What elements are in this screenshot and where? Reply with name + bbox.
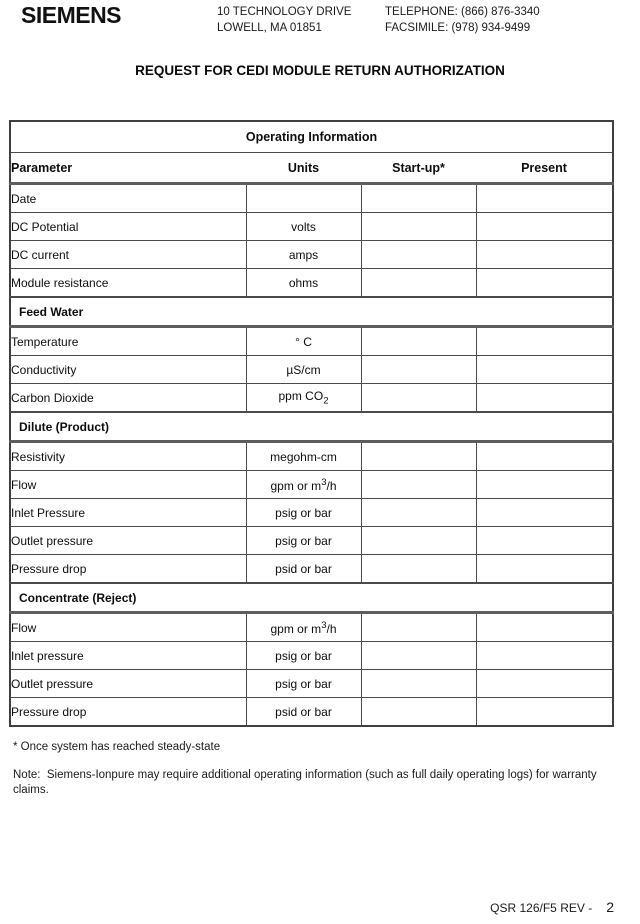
column-header-parameter: Parameter <box>10 153 246 184</box>
parameter-row-temperature <box>10 327 613 356</box>
units-cell: gpm or $m^3/h$ <box>246 613 361 642</box>
startup-value-cell <box>361 213 476 241</box>
units-cell: ppm $CO_2$ <box>246 384 361 413</box>
parameter-row-outlet-pressure <box>10 670 613 698</box>
present-value-cell <box>476 327 613 356</box>
startup-value-cell <box>361 670 476 698</box>
units-cell: psid or bar <box>246 555 361 584</box>
parameter-row-flow <box>10 613 613 642</box>
section-row-dilute-product <box>10 412 613 442</box>
siemens-logo: SIEMENS <box>21 2 122 28</box>
units-cell: gpm or $m^3/h$ <box>246 471 361 499</box>
parameter-cell: Temperature <box>10 327 246 356</box>
present-value-cell <box>476 184 613 213</box>
parameter-row-dc-current <box>10 241 613 269</box>
present-value-cell <box>476 613 613 642</box>
present-value-cell <box>476 499 613 527</box>
company-contact <box>385 5 540 36</box>
section-row-feed-water <box>10 297 613 327</box>
revision-number: 2 <box>606 899 614 915</box>
startup-value-cell <box>361 442 476 471</box>
parameter-row-date <box>10 184 613 213</box>
parameter-cell: Date <box>10 184 246 213</box>
startup-value-cell <box>361 471 476 499</box>
present-value-cell <box>476 670 613 698</box>
startup-value-cell <box>361 698 476 727</box>
address-line-1: 10 TECHNOLOGY DRIVE <box>217 6 352 18</box>
form-number-label: QSR 126/F5 REV - <box>490 901 593 915</box>
units-cell: psig or bar <box>246 670 361 698</box>
parameter-cell: Flow <box>10 471 246 499</box>
parameter-cell: DC current <box>10 241 246 269</box>
units-cell: volts <box>246 213 361 241</box>
startup-value-cell <box>361 269 476 298</box>
units-cell <box>246 184 361 213</box>
parameter-row-conductivity <box>10 356 613 384</box>
present-value-cell <box>476 269 613 298</box>
form-number <box>490 899 614 915</box>
parameter-row-pressure-drop <box>10 555 613 584</box>
units-cell: psig or bar <box>246 642 361 670</box>
column-header-row <box>10 153 613 184</box>
parameter-cell: Resistivity <box>10 442 246 471</box>
parameter-row-dc-potential <box>10 213 613 241</box>
units-cell: psig or bar <box>246 527 361 555</box>
parameter-cell: Inlet Pressure <box>10 499 246 527</box>
parameter-cell: Outlet pressure <box>10 527 246 555</box>
startup-value-cell <box>361 555 476 584</box>
parameter-cell: Module resistance <box>10 269 246 298</box>
startup-value-cell <box>361 327 476 356</box>
section-row-concentrate-reject <box>10 583 613 613</box>
startup-value-cell <box>361 241 476 269</box>
parameter-cell: Flow <box>10 613 246 642</box>
parameter-row-pressure-drop <box>10 698 613 727</box>
units-cell: megohm-cm <box>246 442 361 471</box>
parameter-cell: Inlet pressure <box>10 642 246 670</box>
parameter-cell: Pressure drop <box>10 698 246 727</box>
startup-value-cell <box>361 184 476 213</box>
parameter-row-inlet-pressure <box>10 642 613 670</box>
units-cell: psig or bar <box>246 499 361 527</box>
parameter-cell: DC Potential <box>10 213 246 241</box>
startup-value-cell <box>361 642 476 670</box>
present-value-cell <box>476 442 613 471</box>
parameter-cell: Carbon Dioxide <box>10 384 246 413</box>
present-value-cell <box>476 555 613 584</box>
facsimile-line: FACSIMILE: (978) 934-9499 <box>385 21 531 34</box>
present-value-cell <box>476 384 613 413</box>
parameter-cell: Pressure drop <box>10 555 246 584</box>
present-value-cell <box>476 241 613 269</box>
parameter-row-outlet-pressure <box>10 527 613 555</box>
column-header-units: Units <box>246 153 361 184</box>
section-header-dilute-product: Dilute (Product) <box>10 412 613 442</box>
company-address <box>217 5 351 36</box>
parameter-cell: Outlet pressure <box>10 670 246 698</box>
telephone-line: TELEPHONE: (866) 876-3340 <box>385 6 540 18</box>
steady-state-footnote: * Once system has reached steady-state <box>13 741 221 753</box>
units-cell: psid or bar <box>246 698 361 727</box>
parameter-row-flow <box>10 471 613 499</box>
units-cell: ohms <box>246 269 361 298</box>
present-value-cell <box>476 213 613 241</box>
table-caption-row <box>10 121 613 153</box>
present-value-cell <box>476 356 613 384</box>
address-line-2: LOWELL, MA 01851 <box>217 21 322 34</box>
table-caption: Operating Information <box>10 121 613 153</box>
startup-value-cell <box>361 356 476 384</box>
column-header-present: Present <box>476 153 613 184</box>
parameter-row-resistivity <box>10 442 613 471</box>
present-value-cell <box>476 642 613 670</box>
units-cell: amps <box>246 241 361 269</box>
units-cell: ° C <box>246 327 361 356</box>
form-title: REQUEST FOR CEDI MODULE RETURN AUTHORIZATION <box>135 63 505 78</box>
parameter-cell: Conductivity <box>10 356 246 384</box>
startup-value-cell <box>361 499 476 527</box>
startup-value-cell <box>361 384 476 413</box>
operating-information-table <box>9 120 614 727</box>
section-header-concentrate-reject: Concentrate (Reject) <box>10 583 613 613</box>
warranty-note: Note: Siemens-Ionpure may require additional operating information (such as full daily operating logs) for warranty claims. <box>13 769 600 796</box>
startup-value-cell <box>361 527 476 555</box>
column-header-startup: Start-up* <box>361 153 476 184</box>
present-value-cell <box>476 527 613 555</box>
present-value-cell <box>476 471 613 499</box>
parameter-row-carbon-dioxide <box>10 384 613 413</box>
startup-value-cell <box>361 613 476 642</box>
parameter-row-inlet-pressure <box>10 499 613 527</box>
present-value-cell <box>476 698 613 727</box>
section-header-feed-water: Feed Water <box>10 297 613 327</box>
parameter-row-module-resistance <box>10 269 613 298</box>
units-cell: µS/cm <box>246 356 361 384</box>
